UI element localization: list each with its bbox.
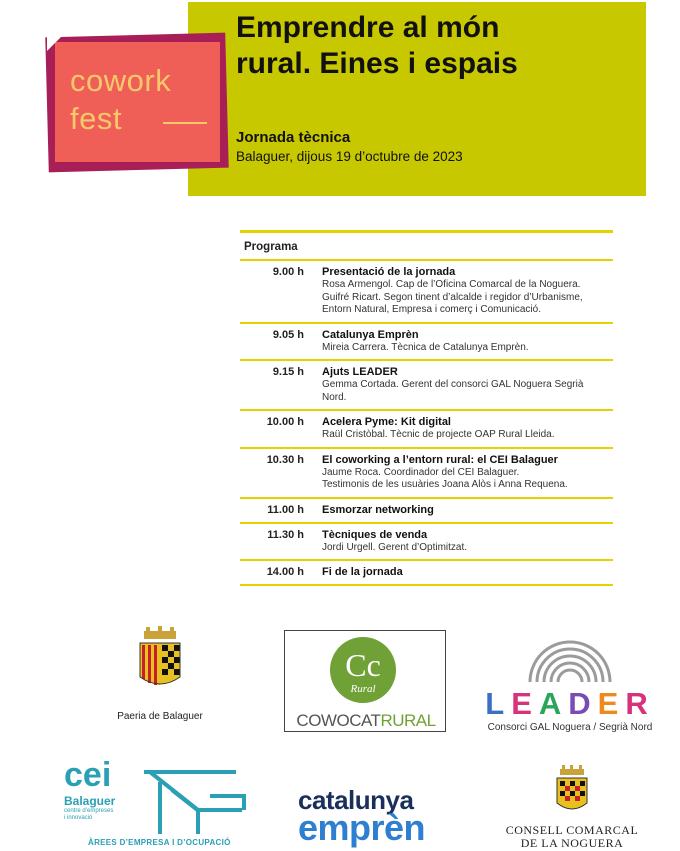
consell-line-1: CONSELL COMARCAL — [505, 823, 639, 837]
program-item-title: Ajuts LEADER — [322, 366, 398, 378]
program-time: 10.30 h — [266, 453, 304, 466]
cei-wordmark: cei — [64, 756, 112, 794]
program-rows — [240, 261, 613, 586]
program-content — [304, 565, 613, 579]
cei-tagline-1: centre d’empreses — [64, 808, 114, 814]
program-item-desc: Gemma Cortada. Gerent del consorci GAL Noguera Segrià — [322, 379, 584, 390]
program-time: 9.00 h — [272, 266, 304, 278]
program-content — [304, 265, 613, 317]
title-line-1: Emprendre al món — [236, 11, 500, 44]
program-row — [240, 411, 613, 449]
catalunya-word: catalunya — [298, 785, 414, 815]
program-item-desc: Jordi Urgell. Gerent d’Optimitzat. — [322, 541, 468, 553]
program-row — [240, 261, 613, 324]
program-item-desc: Jaume Roca. Coordinador del CEI Balaguer. — [322, 466, 520, 478]
program-item-desc: Mireia Carrera. Tècnica de Catalunya Emprèn. — [322, 341, 529, 353]
program-item-title: Esmorzar networking — [322, 503, 434, 516]
program-content — [304, 328, 613, 355]
program-item-desc: Entorn Natural, Empresa i comerç i Comunicació. — [322, 304, 541, 315]
cc-letters: Cc — [345, 647, 381, 683]
program-content — [304, 503, 613, 517]
program-time: 14.00 h — [266, 566, 304, 578]
cei-building-icon — [140, 766, 248, 836]
leader-arcs-icon — [485, 620, 655, 686]
program-item-title: Tècniques de venda — [322, 528, 428, 541]
program-row — [240, 499, 613, 524]
program-item-desc: Testimonis de les usuàries Joana Alòs i Anna Requena. — [322, 479, 568, 490]
program-item-desc: Guifré Ricart. Segon tinent d’alcalde i regidor d’Urbanisme, — [322, 291, 583, 303]
cowocat-cc-mark — [330, 637, 396, 703]
program-row — [240, 561, 613, 586]
program-content — [304, 415, 613, 442]
cei-balaguer-logo — [48, 758, 258, 850]
event-subtitle: Jornada tècnica — [236, 129, 351, 146]
program-content — [304, 365, 613, 404]
program-row — [240, 524, 613, 562]
cowocat-wordmark — [289, 711, 443, 731]
consell-comarcal-logo — [502, 765, 642, 851]
program-row — [240, 324, 613, 362]
program-time: 9.05 h — [272, 328, 304, 341]
paeria-balaguer-logo — [100, 625, 220, 730]
cei-name: Balaguer — [64, 794, 116, 808]
program-content — [304, 453, 613, 492]
program-row — [240, 361, 613, 411]
event-date: Balaguer, dijous 19 d’octubre de 2023 — [236, 149, 463, 164]
cei-footer: ÀREES D’EMPRESA I D’OCUPACIÓ — [88, 838, 231, 847]
title-line-2: rural. Eines i espais — [236, 47, 518, 80]
program-item-desc: Rosa Armengol. Cap de l’Oficina Comarcal de la Noguera. — [322, 279, 581, 290]
program-time: 11.00 h — [267, 503, 304, 516]
cowocat-word1: COWOCAT — [296, 711, 381, 730]
program-item-title: Presentació de la jornada — [322, 266, 456, 278]
consell-shield-icon — [554, 765, 590, 821]
cowocat-word2: RURAL — [380, 711, 436, 730]
program-time: 9.15 h — [272, 366, 304, 378]
program-item-title: Catalunya Emprèn — [322, 328, 419, 341]
cc-sub: Rural — [350, 683, 376, 695]
page-title — [236, 10, 636, 82]
program-item-title: El coworking a l’entorn rural: el CEI Balaguer — [322, 453, 558, 466]
leader-subtitle: Consorci GAL Noguera / Segrià Nord — [487, 722, 653, 733]
logo-underline — [163, 122, 207, 124]
catalunya-empren-logo — [290, 785, 450, 851]
leader-logo — [485, 620, 655, 735]
logo-folded-corner — [47, 35, 63, 51]
program-row — [240, 449, 613, 499]
logo-line-1: cowork — [70, 63, 172, 98]
cowocat-rural-logo — [284, 630, 446, 732]
cei-tagline-2: i innovació — [64, 815, 93, 821]
cowork-fest-wordmark — [70, 62, 171, 138]
consell-line-2: DE LA NOGUERA — [520, 836, 624, 850]
program-item-title: Acelera Pyme: Kit digital — [322, 416, 451, 428]
program-content — [304, 528, 613, 555]
leader-d: D — [568, 686, 598, 721]
paeria-shield-icon — [100, 625, 220, 710]
program-time: 10.00 h — [266, 416, 304, 428]
program-table — [240, 230, 613, 586]
logo-line-2: fest — [70, 101, 122, 136]
program-item-desc: Raül Cristòbal. Tècnic de projecte OAP Rural Lleida. — [322, 429, 555, 440]
program-item-desc: Nord. — [322, 391, 347, 403]
leader-wordmark — [485, 686, 655, 722]
empren-word: emprèn — [298, 807, 426, 848]
program-time: 11.30 h — [267, 528, 304, 541]
program-heading: Programa — [240, 233, 613, 261]
leader-r: R — [625, 686, 655, 721]
leader-e2: E — [597, 686, 626, 721]
leader-l: L — [485, 686, 512, 721]
leader-e1: E — [511, 686, 539, 721]
program-item-title: Fi de la jornada — [322, 566, 403, 578]
leader-a: A — [538, 686, 569, 721]
paeria-label: Paeria de Balaguer — [117, 711, 203, 722]
